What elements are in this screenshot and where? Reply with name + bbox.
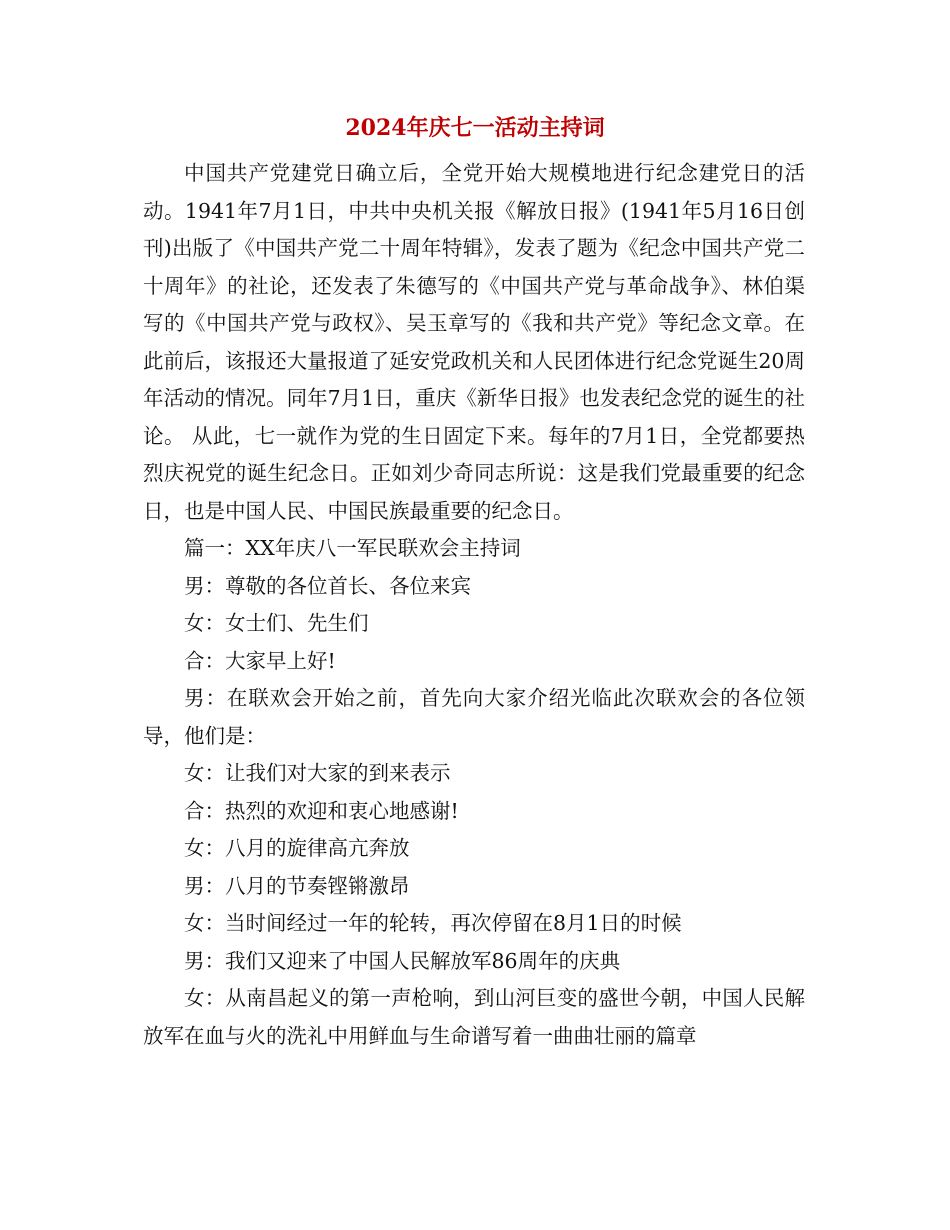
paragraph-line: 女：从南昌起义的第一声枪响，到山河巨变的盛世今朝，中国人民解放军在血与火的洗礼中用鲜血与生命谱写着一曲曲壮丽的篇章: [143, 986, 805, 1048]
paragraph-line: 女：让我们对大家的到来表示: [184, 761, 451, 785]
paragraph-line: 男：尊敬的各位首长、各位来宾: [184, 573, 471, 598]
paragraph-section-heading: 篇一：XX年庆八一军民联欢会主持词: [184, 536, 521, 560]
paragraph-line: 女：当时间经过一年的轮转，再次停留在8月1日的时候: [184, 911, 682, 935]
document-body: [143, 155, 805, 1055]
paragraph-line: 男：在联欢会开始之前，首先向大家介绍光临此次联欢会的各位领导，他们是：: [143, 686, 805, 748]
paragraph-line: 男：我们又迎来了中国人民解放军86周年的庆典: [184, 948, 621, 973]
paragraph-intro: 中国共产党建党日确立后，全党开始大规模地进行纪念建党日的活动。1941年7月1日，中共中央机关报《解放日报》(1941年5月16日创刊)出版了《中国共产党二十周年特辑》，发表了题为《纪念中国共产党二十周年》的社论，还发表了朱德写的《中国共产党与革命战争》、林伯渠写的《中国共产党与政权》、吴玉章写的《我和共产党》等纪念文章。在此前后，该报还大量报道了延安党政机关和人民团体进行纪念党诞生20周年活动的情况。同年7月1日，重庆《新华日报》也发表纪念党的诞生的社论。 从此，七一就作为党的生日固定下来。每年的7月1日，全党都要热烈庆祝党的诞生纪念日。正如刘少奇同志所说：这是我们党最重要的纪念日，也是中国人民、中国民族最重要的纪念日。: [143, 161, 805, 523]
document-title: 2024年庆七一活动主持词: [345, 115, 605, 141]
paragraph-line: 男：八月的节奏铿锵激昂: [184, 873, 410, 898]
paragraph-line: 合：大家早上好!: [184, 648, 336, 673]
paragraph-line: 合：热烈的欢迎和衷心地感谢!: [184, 798, 459, 823]
paragraph-line: 女：八月的旋律高亢奔放: [184, 836, 410, 860]
paragraph-line: 女：女士们、先生们: [184, 611, 369, 635]
